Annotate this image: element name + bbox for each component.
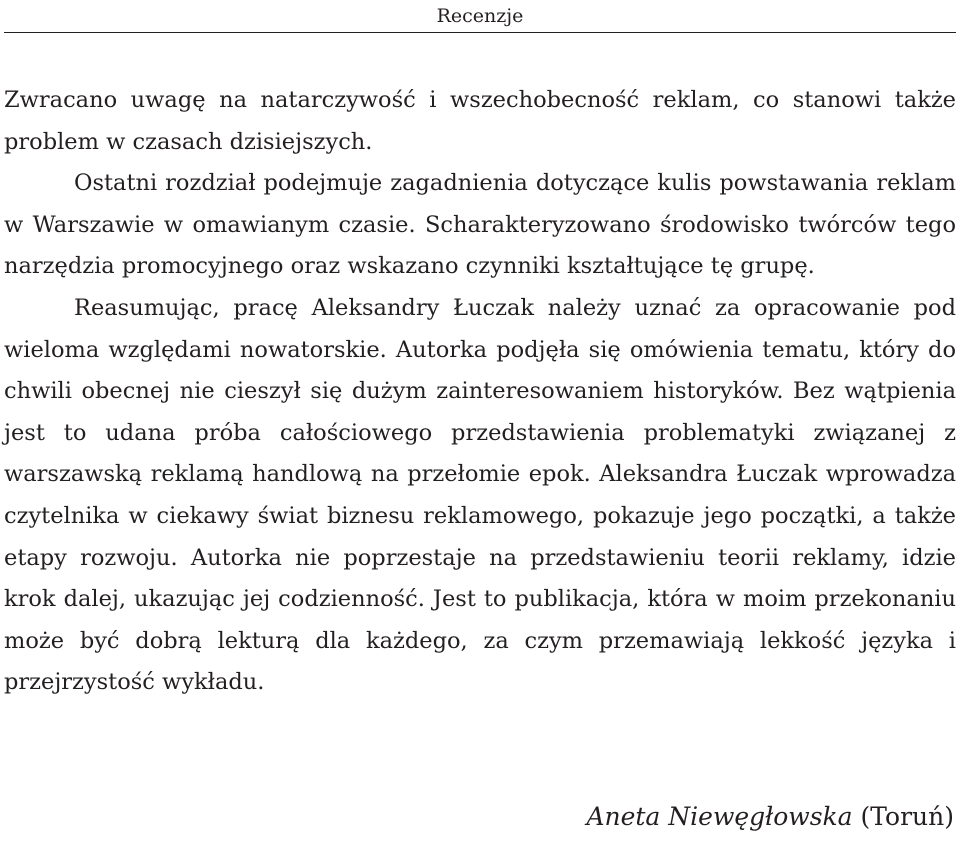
paragraph-1: Zwracano uwagę na natarczywość i wszechobecność reklam, co stanowi także problem w czasach dzisiejszych. xyxy=(4,87,956,155)
header-rule xyxy=(4,32,956,33)
paragraph-2: Ostatni rozdział podejmuje zagadnienia dotyczące kulis powstawania reklam w Warszawie w omawianym czasie. Scharakteryzowano środowisko twórców tego narzędzia promocyjnego oraz wskazano czynniki kształtujące tę grupę. xyxy=(4,170,956,280)
running-head: Recenzje xyxy=(436,5,524,27)
signature-place: (Toruń) xyxy=(860,802,954,831)
review-signature xyxy=(586,797,954,837)
signature-author: Aneta Niewęgłowska xyxy=(586,802,853,831)
review-body xyxy=(4,80,956,704)
paragraph-3: Reasumując, pracę Aleksandry Łuczak należy uznać za opracowanie pod wieloma względami nowatorskie. Autorka podjęła się omówienia tematu, który do chwili obecnej nie cieszył się dużym zainteresowaniem historyków. Bez wątpienia jest to udana próba całościowego przedstawienia problematyki związanej z warszawską reklamą handlową na przełomie epok. Aleksandra Łuczak wprowadza czytelnika w ciekawy świat biznesu reklamowego, pokazuje jego początki, a także etapy rozwoju. Autorka nie poprzestaje na przedstawieniu teorii reklamy, idzie krok dalej, ukazując jej codzienność. Jest to publikacja, która w moim przekonaniu może być dobrą lekturą dla każdego, za czym przemawiają lekkość języka i przejrzystość wykładu. xyxy=(4,294,956,696)
